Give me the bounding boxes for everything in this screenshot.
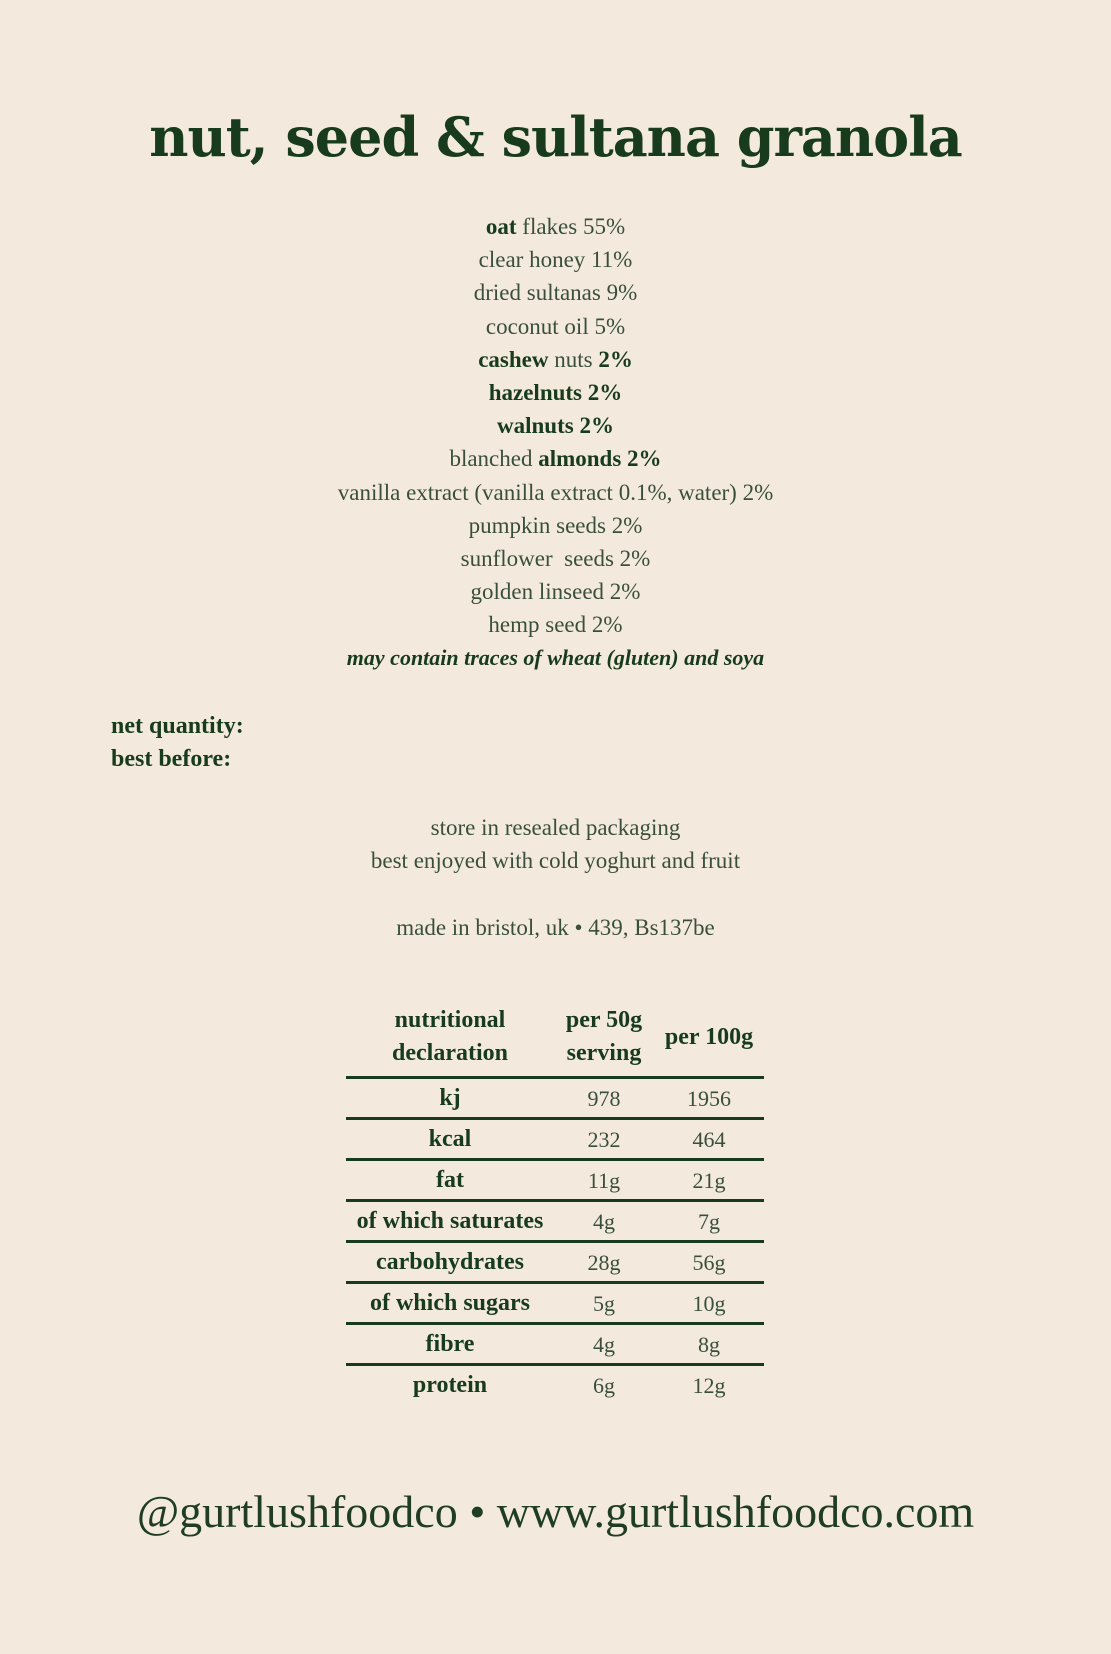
nutrient-label: of which sugars xyxy=(346,1283,554,1324)
allergen-warning: may contain traces of wheat (gluten) and soya xyxy=(346,645,765,671)
package-meta xyxy=(111,710,244,776)
ingredient-text: clear honey 11% xyxy=(478,247,633,273)
per-50g-value: 4g xyxy=(554,1324,654,1365)
table-row xyxy=(346,1119,764,1160)
per-100g-value: 464 xyxy=(654,1119,764,1160)
ingredient-line xyxy=(0,575,1111,608)
nutrient-label: protein xyxy=(412,1371,488,1398)
nutrient-label: of which saturates xyxy=(346,1201,554,1242)
ingredient-text: golden linseed 2% xyxy=(470,579,641,605)
per-100g-value: 1956 xyxy=(654,1078,764,1119)
storage-instructions xyxy=(0,811,1111,877)
header-nutritional-declaration: nutritional declaration xyxy=(346,1004,554,1078)
table-row xyxy=(346,1201,764,1242)
nutrient-label: kj xyxy=(346,1078,554,1119)
ingredient-emphasis: 2% xyxy=(598,346,633,372)
per-50g-value: 6g xyxy=(593,1372,615,1398)
ingredient-line xyxy=(0,343,1111,376)
nutrition-table xyxy=(346,1004,764,1404)
ingredient-emphasis: almonds 2% xyxy=(538,446,662,472)
table-row xyxy=(346,1283,764,1324)
table-row xyxy=(346,1242,764,1283)
per-100g-value: 8g xyxy=(654,1324,764,1365)
ingredient-text: hemp seed 2% xyxy=(488,612,623,638)
ingredient-line xyxy=(0,243,1111,276)
ingredient-line xyxy=(0,376,1111,409)
ingredient-line xyxy=(0,210,1111,243)
per-100g-value: 7g xyxy=(654,1201,764,1242)
ingredient-line xyxy=(0,509,1111,542)
ingredient-emphasis: oat xyxy=(485,214,517,239)
per-50g-value: 11g xyxy=(554,1160,654,1201)
ingredient-emphasis: hazelnuts 2% xyxy=(488,379,623,405)
per-100g-value: 56g xyxy=(654,1242,764,1283)
made-in-line: made in bristol, uk • 439, Bs137be xyxy=(396,915,715,940)
storage-line: store in resealed packaging xyxy=(430,815,681,840)
per-100g-value: 21g xyxy=(654,1160,764,1201)
ingredient-text: sunflower seeds 2% xyxy=(460,545,651,571)
ingredient-line xyxy=(0,542,1111,575)
header-per-50g: per 50g serving xyxy=(554,1004,654,1078)
ingredient-line xyxy=(0,608,1111,641)
per-50g-value: 4g xyxy=(554,1201,654,1242)
per-50g-value: 978 xyxy=(554,1078,654,1119)
nutrient-label: kcal xyxy=(346,1119,554,1160)
per-100g-value: 12g xyxy=(692,1372,726,1398)
serving-suggestion: best enjoyed with cold yoghurt and fruit xyxy=(370,848,741,873)
ingredient-text: dried sultanas 9% xyxy=(473,280,638,306)
per-50g-value: 232 xyxy=(554,1119,654,1160)
net-quantity-label: net quantity: xyxy=(111,713,244,739)
ingredient-text: flakes 55% xyxy=(516,214,626,239)
nutrient-label: fibre xyxy=(346,1324,554,1365)
table-row xyxy=(346,1160,764,1201)
page-title: nut, seed & sultana granola xyxy=(149,105,962,169)
ingredient-line xyxy=(0,409,1111,442)
ingredients-list xyxy=(0,210,1111,675)
ingredient-text: nuts xyxy=(548,346,599,372)
ingredient-text: pumpkin seeds 2% xyxy=(468,512,643,538)
ingredient-line xyxy=(0,476,1111,509)
ingredient-line xyxy=(0,442,1111,475)
table-row xyxy=(346,1365,764,1405)
ingredient-line xyxy=(0,310,1111,343)
table-row xyxy=(346,1078,764,1119)
per-50g-value: 28g xyxy=(554,1242,654,1283)
per-100g-value: 10g xyxy=(654,1283,764,1324)
ingredient-line xyxy=(0,276,1111,309)
best-before-label: best before: xyxy=(111,746,232,772)
table-row xyxy=(346,1324,764,1365)
nutrition-header-row xyxy=(346,1004,764,1078)
footer-contact: @gurtlushfoodco • www.gurtlushfoodco.com xyxy=(136,1486,975,1537)
nutrient-label: carbohydrates xyxy=(346,1242,554,1283)
ingredient-text: vanilla extract (vanilla extract 0.1%, water) 2% xyxy=(337,479,774,505)
header-per-100g: per 100g xyxy=(654,1004,764,1078)
ingredient-emphasis: walnuts 2% xyxy=(497,413,614,439)
ingredient-emphasis: cashew xyxy=(478,346,549,372)
nutrient-label: fat xyxy=(346,1160,554,1201)
per-50g-value: 5g xyxy=(554,1283,654,1324)
ingredient-text: coconut oil 5% xyxy=(485,313,626,339)
ingredient-text: blanched xyxy=(449,446,539,472)
